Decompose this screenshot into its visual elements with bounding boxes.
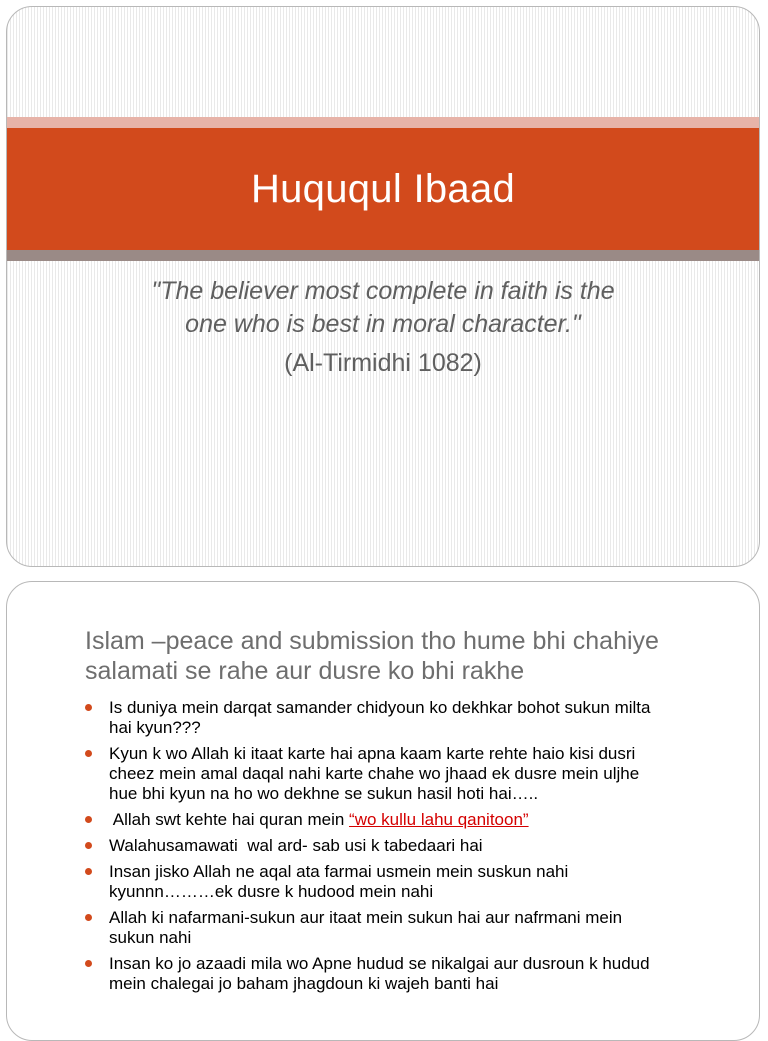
quote-line-2: one who is best in moral character." xyxy=(185,310,581,338)
bullet-dot-icon xyxy=(85,842,92,849)
heading-line-2: salamati se rahe aur dusre ko bhi rakhe xyxy=(85,657,525,685)
bullet-dot-icon xyxy=(85,750,92,757)
bullet-dot-icon xyxy=(85,816,92,823)
bullet-line: Allah ki nafarmani-sukun aur itaat mein sukun hai aur nafrmani mein xyxy=(109,908,623,927)
citation: (Al-Tirmidhi 1082) xyxy=(284,349,482,377)
list-item xyxy=(85,908,745,948)
bullet-dot-icon xyxy=(85,914,92,921)
slide-content xyxy=(6,581,760,1041)
title-band xyxy=(7,128,759,250)
bottom-accent-band xyxy=(7,250,759,261)
bullet-line: kyunnn………ek dusre k hudood mein nahi xyxy=(109,882,434,901)
hadith-quote xyxy=(47,275,719,341)
list-item xyxy=(85,810,745,830)
bullet-line: Insan ko jo azaadi mila wo Apne hudud se nikalgai aur dusroun k hudud xyxy=(109,954,650,973)
quote-line-1: "The believer most complete in faith is the xyxy=(151,277,615,305)
bullet-dot-icon xyxy=(85,960,92,967)
list-item xyxy=(85,744,745,804)
bullet-line: sukun nahi xyxy=(109,928,192,947)
bullet-line: mein chalegai jo baham jhagdoun ki wajeh banti hai xyxy=(109,974,499,993)
bullet-line: Walahusamawati wal ard- sab usi k tabedaari hai xyxy=(109,836,483,855)
heading-line-1: Islam –peace and submission tho hume bhi chahiye xyxy=(85,627,659,655)
bullet-line: hue bhi kyun na ho wo dekhne se sukun hasil hoti hai….. xyxy=(109,784,539,803)
list-item xyxy=(85,836,745,856)
slide-heading xyxy=(85,626,725,686)
list-item xyxy=(85,698,745,738)
list-item xyxy=(85,954,745,994)
quran-reference-link[interactable]: “wo kullu lahu qanitoon” xyxy=(349,810,529,829)
bullet-line: hai kyun??? xyxy=(109,718,201,737)
list-item xyxy=(85,862,745,902)
bullet-text: Allah swt kehte hai quran mein xyxy=(109,810,350,829)
bullet-dot-icon xyxy=(85,868,92,875)
bullet-dot-icon xyxy=(85,704,92,711)
bullet-line: Insan jisko Allah ne aqal ata farmai usmein mein suskun nahi xyxy=(109,862,569,881)
slide-title xyxy=(6,6,760,567)
bullet-line: Is duniya mein darqat samander chidyoun ko dekhkar bohot sukun milta xyxy=(109,698,651,717)
slide-title-text: Huququl Ibaad xyxy=(250,166,516,211)
bullet-line: Kyun k wo Allah ki itaat karte hai apna kaam karte rehte haio kisi dusri xyxy=(109,744,636,763)
bullet-line: cheez mein amal daqal nahi karte chahe wo jhaad ek dusre mein uljhe xyxy=(109,764,640,783)
bullet-list xyxy=(85,698,745,1000)
top-accent-band xyxy=(7,117,759,128)
